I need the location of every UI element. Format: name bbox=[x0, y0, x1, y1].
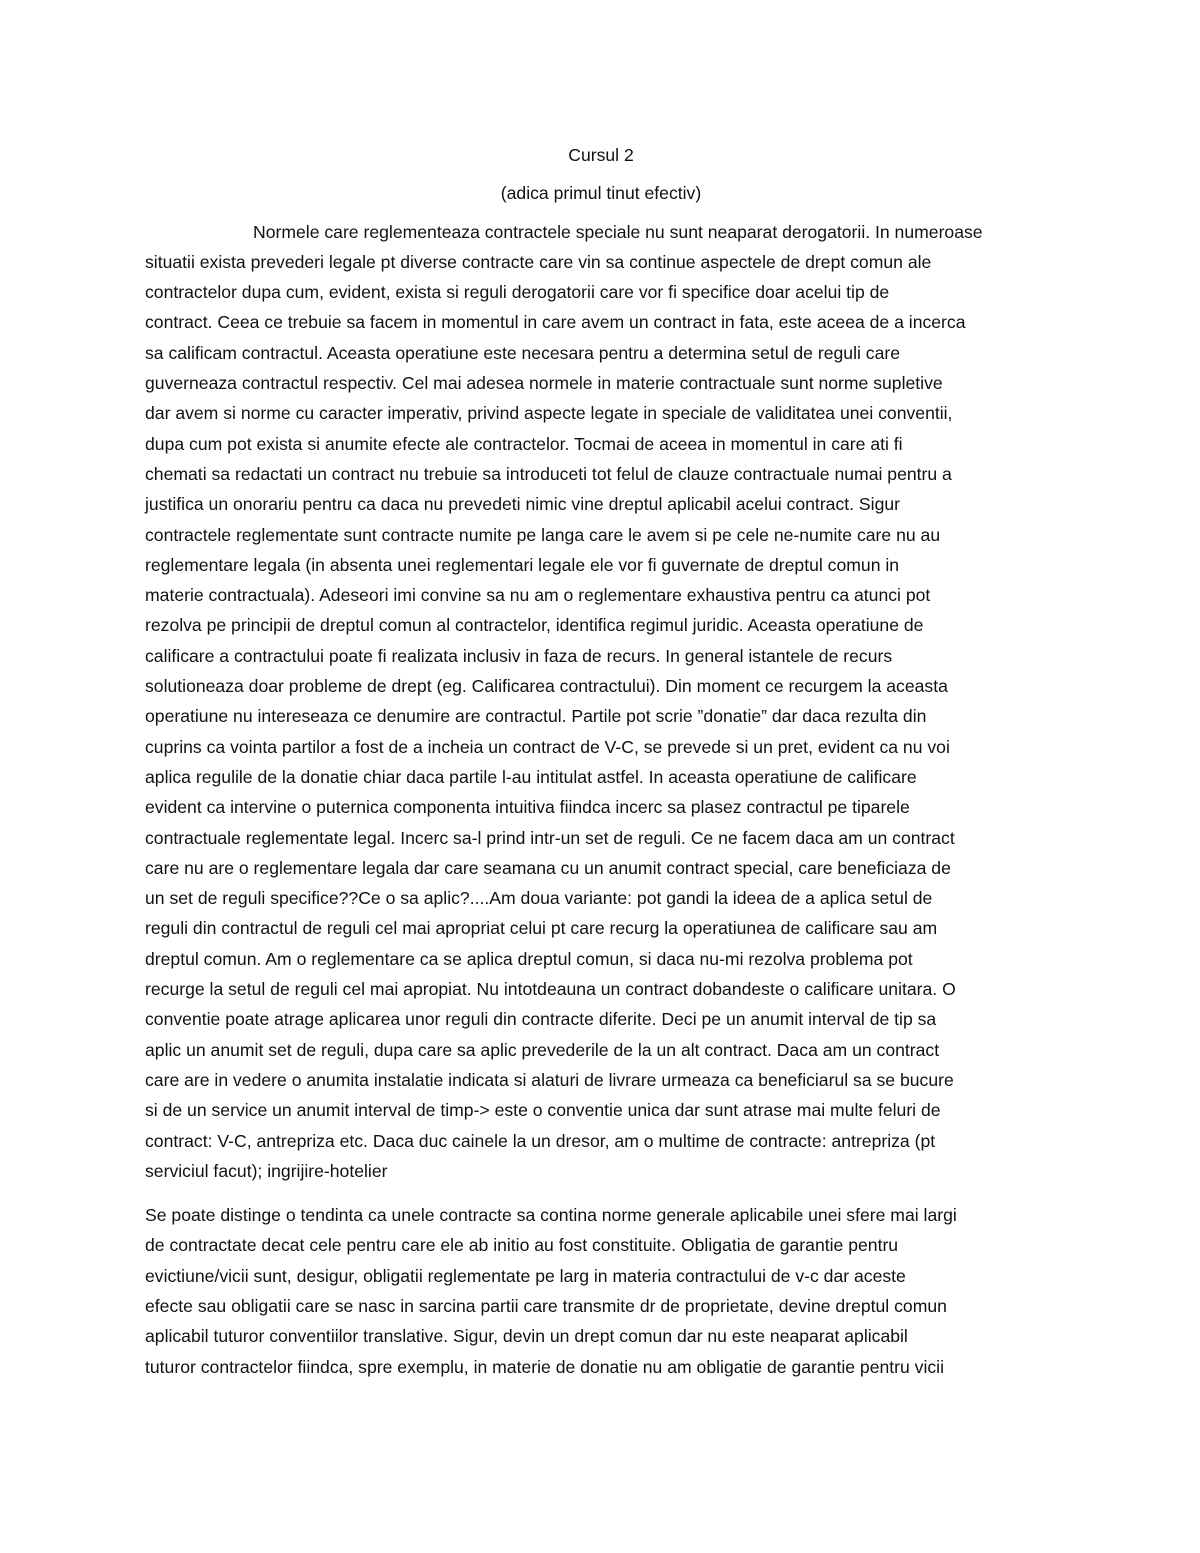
paragraph-1 bbox=[145, 217, 1057, 1187]
paragraph-2 bbox=[145, 1200, 1057, 1382]
document-title: Cursul 2 bbox=[568, 145, 634, 165]
text-line: justifica un onorariu pentru ca daca nu prevedeti nimic vine dreptul aplicabil acelui contract. Sigur bbox=[145, 494, 900, 515]
text-line: contractelor dupa cum, evident, exista si reguli derogatorii care vor fi specifice doar acelui tip de bbox=[145, 282, 890, 303]
text-line: recurge la setul de reguli cel mai apropiat. Nu intotdeauna un contract dobandeste o calificare unitara. O bbox=[145, 979, 956, 1000]
text-line: contractuale reglementate legal. Incerc sa-l prind intr-un set de reguli. Ce ne facem daca am un contract bbox=[145, 827, 955, 848]
text-line: sa calificam contractul. Aceasta operatiune este necesara pentru a determina setul de reguli care bbox=[145, 342, 901, 363]
text-line: contractele reglementate sunt contracte numite pe langa care le avem si pe cele ne-numite care nu au bbox=[145, 524, 941, 545]
text-line: Normele care reglementeaza contractele speciale nu sunt neaparat derogatorii. In numeroase bbox=[253, 221, 983, 242]
text-line: serviciul facut); ingrijire-hotelier bbox=[145, 1160, 388, 1181]
text-line: Se poate distinge o tendinta ca unele contracte sa contina norme generale aplicabile unei sfere mai largi bbox=[145, 1205, 957, 1226]
text-line: cuprins ca vointa partilor a fost de a incheia un contract de V-C, se prevede si un pret, evident ca nu voi bbox=[145, 736, 950, 757]
text-line: tuturor contractelor fiindca, spre exemplu, in materie de donatie nu am obligatie de garantie pentru vicii bbox=[145, 1356, 945, 1377]
text-line: evictiune/vicii sunt, desigur, obligatii reglementate pe larg in materia contractului de v-c dar aceste bbox=[145, 1265, 906, 1286]
text-line: care are in vedere o anumita instalatie indicata si alaturi de livrare urmeaza ca beneficiarul sa se bucure bbox=[145, 1069, 954, 1090]
text-line: rezolva pe principii de dreptul comun al contractelor, identifica regimul juridic. Aceasta operatiune de bbox=[145, 615, 924, 636]
text-line: solutioneaza doar probleme de drept (eg. Calificarea contractului). Din moment ce recurgem la aceasta bbox=[145, 676, 948, 697]
text-line: evident ca intervine o puternica componenta intuitiva fiindca incerc sa plasez contractul pe tiparele bbox=[145, 797, 910, 818]
text-line: situatii exista prevederi legale pt diverse contracte care vin sa continue aspectele de drept comun ale bbox=[145, 251, 932, 272]
text-line: aplic un anumit set de reguli, dupa care sa aplic prevederile de la un alt contract. Daca am un contract bbox=[145, 1039, 940, 1060]
document-body bbox=[145, 140, 1057, 1396]
text-line: reglementare legala (in absenta unei reglementari legale ele vor fi guvernate de dreptul comun in bbox=[145, 554, 900, 575]
text-line: aplica regulile de la donatie chiar daca partile l-au intitulat astfel. In aceasta operatiune de calificare bbox=[145, 766, 917, 787]
text-line: conventie poate atrage aplicarea unor reguli din contracte diferite. Deci pe un anumit interval de tip sa bbox=[145, 1009, 937, 1030]
document-subtitle: (adica primul tinut efectiv) bbox=[500, 183, 702, 204]
text-line: un set de reguli specifice??Ce o sa aplic?....Am doua variante: pot gandi la ideea de a aplica setul de bbox=[145, 888, 933, 909]
text-line: de contractate decat cele pentru care ele ab initio au fost constituite. Obligatia de garantie pentru bbox=[145, 1235, 899, 1256]
text-line: materie contractuala). Adeseori imi convine sa nu am o reglementare exhaustiva pentru ca atunci pot bbox=[145, 585, 931, 606]
text-line: si de un service un anumit interval de timp-> este o conventie unica dar sunt atrase mai multe feluri de bbox=[145, 1100, 941, 1121]
text-line: calificare a contractului poate fi realizata inclusiv in faza de recurs. In general istantele de recurs bbox=[145, 645, 893, 666]
text-line: care nu are o reglementare legala dar care seamana cu un anumit contract special, care beneficiaza de bbox=[145, 857, 951, 878]
text-line: dar avem si norme cu caracter imperativ, privind aspecte legate in speciale de validitatea unei conventii, bbox=[145, 403, 953, 424]
text-line: efecte sau obligatii care se nasc in sarcina partii care transmite dr de proprietate, devine dreptul comun bbox=[145, 1295, 947, 1316]
text-line: aplicabil tuturor conventiilor translative. Sigur, devin un drept comun dar nu este neaparat aplicabil bbox=[145, 1326, 908, 1347]
text-line: contract: V-C, antrepriza etc. Daca duc cainele la un dresor, am o multime de contracte: antrepriza (pt bbox=[145, 1130, 936, 1151]
text-line: dreptul comun. Am o reglementare ca se aplica dreptul comun, si daca nu-mi rezolva problema pot bbox=[145, 948, 913, 969]
text-line: reguli din contractul de reguli cel mai apropriat celui pt care recurg la operatiunea de calificare sau am bbox=[145, 918, 938, 939]
text-line: guverneaza contractul respectiv. Cel mai adesea normele in materie contractuale sunt norme supletive bbox=[145, 373, 943, 394]
text-line: operatiune nu intereseaza ce denumire are contractul. Partile pot scrie ”donatie” dar daca rezulta din bbox=[145, 706, 927, 727]
text-line: chemati sa redactati un contract nu trebuie sa introduceti tot felul de clauze contractuale numai pentru a bbox=[145, 463, 952, 484]
text-line: dupa cum pot exista si anumite efecte ale contractelor. Tocmai de aceea in momentul in care ati fi bbox=[145, 433, 903, 454]
text-line: contract. Ceea ce trebuie sa facem in momentul in care avem un contract in fata, este aceea de a incerca bbox=[145, 312, 966, 333]
